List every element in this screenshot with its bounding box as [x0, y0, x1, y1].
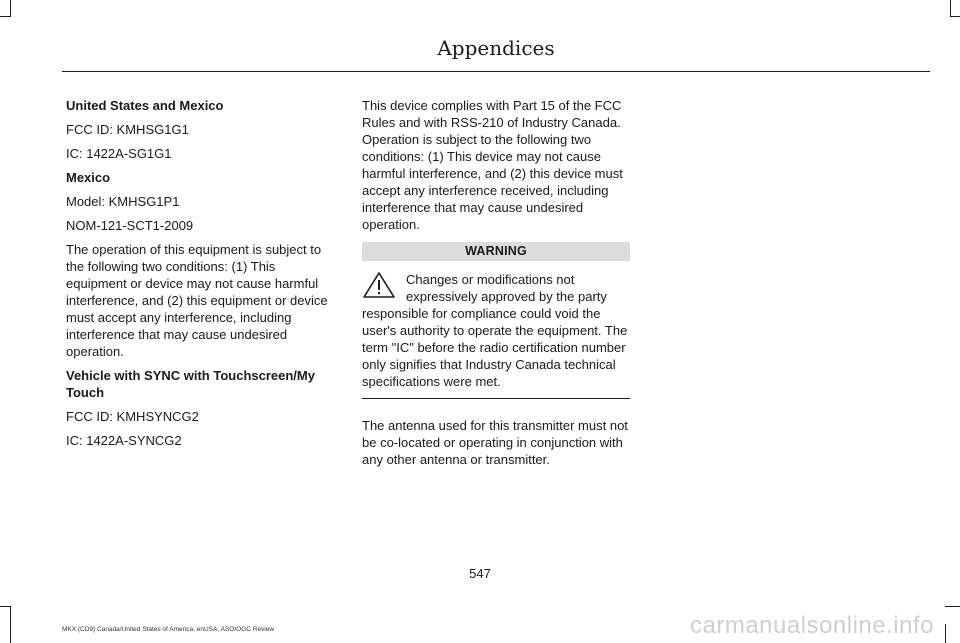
crop-mark-bottom-left-h — [0, 606, 11, 607]
fcc-id-syncg2: FCC ID: KMHSYNCG2 — [66, 409, 199, 424]
watermark: carmanualsonline.info — [690, 612, 934, 639]
crop-mark-bottom-left-v — [10, 606, 11, 643]
antenna-text: The antenna used for this transmitter must not be co-located or operating in conjunction with any other antenna or transmitter. — [362, 418, 628, 467]
nom-number: NOM-121-SCT1-2009 — [66, 218, 194, 233]
crop-mark-bottom-right-v — [945, 624, 946, 643]
crop-mark-bottom-right-h — [945, 606, 960, 607]
model-number: Model: KMHSG1P1 — [66, 194, 180, 209]
crop-mark-top-left-v — [10, 0, 11, 16]
crop-mark-top-left-h — [0, 16, 11, 17]
footer-text: MKX (CD9) Canada/United States of America, enUSA, ASO/OGC Review — [62, 626, 275, 633]
fcc-compliance-text: This device complies with Part 15 of the FCC Rules and with RSS-210 of Industry Canada. Operation is subject to the following two conditions: (1) This device may not cause harmful interference, and (2) this device must accept any interference received, including interference that may cause undesired operation. — [362, 98, 623, 232]
crop-mark-top-right-h — [950, 16, 960, 17]
heading-sync-touchscreen: Vehicle with SYNC with Touchscreen/My Touch — [66, 368, 315, 400]
warning-triangle-icon — [362, 271, 396, 299]
warning-text: Changes or modifications not expressively approved by the party responsible for compliance could void the user's authority to operate the equipment. The term "IC" before the radio certification number only signifies that Industry Canada technical specifications were met. — [362, 272, 628, 389]
heading-mexico: Mexico — [66, 170, 111, 185]
header-rule — [62, 71, 930, 72]
right-column — [362, 97, 630, 475]
left-column — [66, 97, 336, 456]
section-title: Appendices — [437, 36, 555, 60]
warning-title: WARNING — [362, 242, 630, 261]
ic-sg1g1: IC: 1422A-SG1G1 — [66, 146, 172, 161]
ic-syncg2: IC: 1422A-SYNCG2 — [66, 433, 182, 448]
warning-box — [362, 267, 630, 390]
page-number: 547 — [469, 566, 491, 581]
operation-conditions-text: The operation of this equipment is subject to the following two conditions: (1) This equipment or device may not cause harmful interference, and (2) this equipment or device must accept any interference, including interference that may cause undesired operation. — [66, 242, 328, 359]
crop-mark-top-right-v — [950, 0, 951, 16]
warning-rule — [362, 398, 630, 399]
fcc-id-sg1g1: FCC ID: KMHSG1G1 — [66, 122, 189, 137]
heading-us-mexico: United States and Mexico — [66, 98, 224, 113]
